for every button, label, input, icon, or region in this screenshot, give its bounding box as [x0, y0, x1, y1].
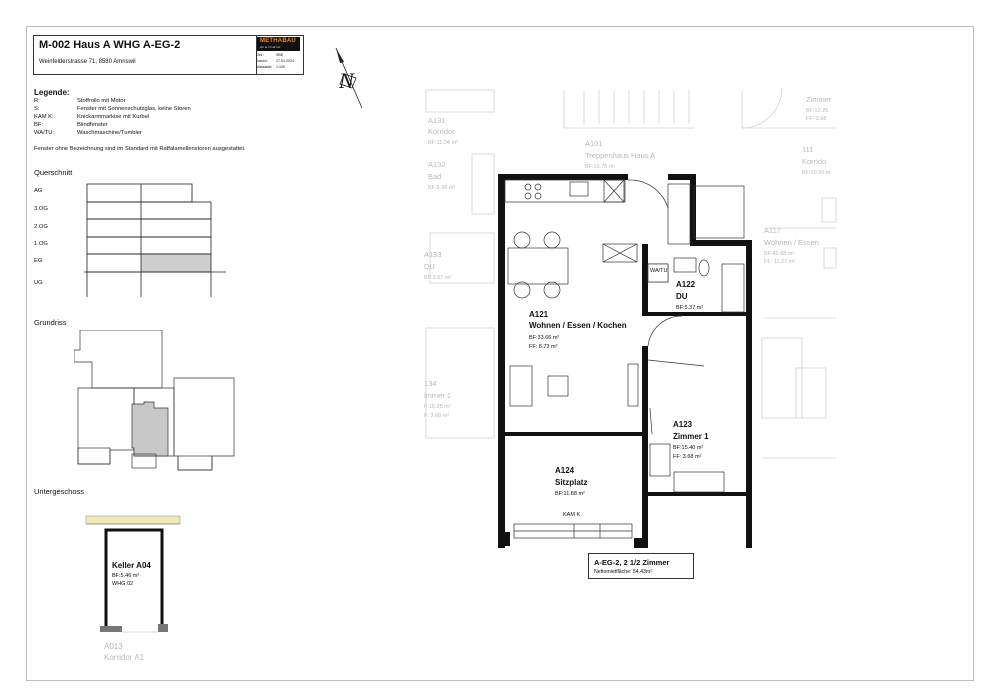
- legend-text: Blindfenster: [77, 122, 108, 128]
- ghost-room-area: BF:3.67 m²: [424, 275, 452, 281]
- unit-summary-area: Nettomietfläche: 54.43m²: [594, 569, 652, 575]
- meta-value: SBE: [276, 53, 284, 57]
- floor-label: 1.OG: [34, 241, 48, 247]
- room-name: Wohnen / Essen / Kochen: [529, 321, 627, 330]
- unit-summary-title: A-EG-2, 2 1/2 Zimmer: [594, 558, 670, 567]
- corridor-name: Korridor A1: [104, 653, 145, 662]
- title-block: [33, 35, 257, 75]
- legend-key: S:: [34, 106, 40, 112]
- meta-value: 17.01.2024: [276, 59, 294, 63]
- ghost-room-id: 134: [424, 379, 437, 388]
- plan-address: Weinfelderstrasse 71, 8580 Amriswil: [39, 59, 136, 65]
- legend-text: Waschmaschine/Tumbler: [77, 130, 142, 136]
- legend-key: R:: [34, 98, 40, 104]
- ghost-room-area: F: 3.68 m²: [424, 413, 450, 419]
- legend-title: Legende:: [34, 88, 70, 97]
- logo-subtext: ein ar ch all mit: [260, 45, 281, 49]
- room-id: A123: [673, 420, 693, 429]
- ghost-room-name: immer 1: [424, 391, 452, 400]
- room-id: A121: [529, 310, 549, 319]
- legend-key: WA/TU:: [34, 130, 55, 136]
- ghost-room-id: A101: [585, 139, 603, 148]
- ghost-room-id: A132: [428, 160, 446, 169]
- legend-item: [34, 114, 149, 120]
- washer-label: WA/TU: [650, 268, 668, 274]
- interior-fittings: [505, 180, 744, 538]
- meta-value: 1:100: [276, 65, 285, 69]
- ghost-room-area: FF: 3.68: [806, 116, 827, 122]
- meta-label: Massstab:: [256, 65, 273, 69]
- legend-key: BF:: [34, 122, 44, 128]
- room-name: Zimmer 1: [673, 432, 709, 441]
- meta-block: [254, 35, 304, 75]
- ghost-room-area: BF:10.56 m: [802, 170, 831, 176]
- ghost-room-name: Bad: [428, 172, 442, 181]
- room-name: Sitzplatz: [555, 478, 588, 487]
- north-arrow-icon: [330, 44, 370, 112]
- legend-item: [34, 98, 126, 104]
- site-plan-diagram: [74, 330, 239, 475]
- ghost-room-area: BF:11.04 m²: [428, 140, 458, 146]
- unit-summary: [588, 553, 694, 579]
- keller-room-unit: WHG 02: [112, 581, 134, 587]
- floor-label: EG: [34, 258, 43, 264]
- ghost-room-id: A131: [428, 116, 446, 125]
- grundriss-title: Grundriss: [34, 318, 67, 327]
- neighbour-ghost-lines: [426, 88, 836, 458]
- logo-text: METHABAU: [260, 38, 296, 44]
- awning-label: KAM K: [563, 512, 581, 518]
- ghost-room-area: BF:5.38 m²: [428, 185, 456, 191]
- ghost-room-name: Korrido: [802, 157, 827, 166]
- room-area-ff: FF: 8.73 m²: [529, 344, 558, 350]
- north-label: N: [339, 68, 354, 93]
- floor-label: UG: [34, 280, 43, 286]
- ghost-room-name: Korridor: [428, 127, 455, 136]
- ghost-room-name: Wohnen / Essen: [764, 238, 819, 247]
- ghost-room-id: A117: [764, 226, 781, 235]
- legend-text: Knickarmmarkise mit Kurbel: [77, 114, 150, 120]
- untergeschoss-title: Untergeschoss: [34, 487, 85, 496]
- floor-label: 3.OG: [34, 206, 48, 212]
- ghost-room-name: Treppenhaus Haus A: [585, 151, 656, 160]
- legend-note: Fenster ohne Bezeichnung sind im Standard mit Raffalamellenstoren ausgestattet.: [34, 146, 246, 152]
- ghost-room-area: BF:16.75 m²: [585, 164, 616, 170]
- legend-text: Stoffrollo mit Motor: [77, 98, 126, 104]
- legend-item: [34, 130, 142, 136]
- ghost-room-name: DU: [424, 262, 435, 271]
- querschnitt-title: Querschnitt: [34, 168, 73, 177]
- room-id: A122: [676, 280, 696, 289]
- legend-text: Fenster mit Sonnenschutzglas, keine Storen: [77, 106, 191, 112]
- room-area-bf: BF:11.88 m²: [555, 491, 585, 497]
- plan-title: M-002 Haus A WHG A-EG-2: [39, 39, 181, 51]
- ghost-room-area: FF: 11.27 m²: [764, 259, 796, 265]
- corridor-id: A013: [104, 642, 123, 651]
- room-id: A124: [555, 466, 575, 475]
- room-area-ff: FF: 3.68 m²: [673, 454, 702, 460]
- ghost-room-area: BF:12.26: [806, 108, 829, 114]
- keller-room-area: BF:5.46 m²: [112, 573, 140, 579]
- ghost-room-id: Zimmer: [806, 95, 832, 104]
- room-area-bf: BF:5.37 m²: [676, 305, 704, 311]
- legend-key: KAM K:: [34, 114, 54, 120]
- keller-room-name: Keller A04: [112, 561, 151, 570]
- highlighted-floor: [141, 254, 211, 272]
- highlighted-unit: [132, 402, 168, 456]
- ghost-room-id: 111: [802, 145, 814, 154]
- meta-label: Gez:: [256, 53, 264, 57]
- legend-item: [34, 106, 191, 112]
- company-logo: [257, 37, 300, 51]
- floor-label: AG: [34, 188, 43, 194]
- legend-item: [34, 122, 108, 128]
- meta-label: Datum:: [256, 59, 268, 63]
- ghost-room-area: BF:42.68 m²: [764, 251, 795, 257]
- room-name: DU: [676, 292, 688, 301]
- ghost-room-id: A133: [424, 250, 442, 259]
- ghost-room-area: F:15.25 m²: [424, 404, 451, 410]
- room-area-bf: BF:33.66 m²: [529, 335, 560, 341]
- cross-section-diagram: [84, 182, 230, 300]
- room-area-bf: BF:15.40 m²: [673, 445, 704, 451]
- floor-label: 2.OG: [34, 224, 48, 230]
